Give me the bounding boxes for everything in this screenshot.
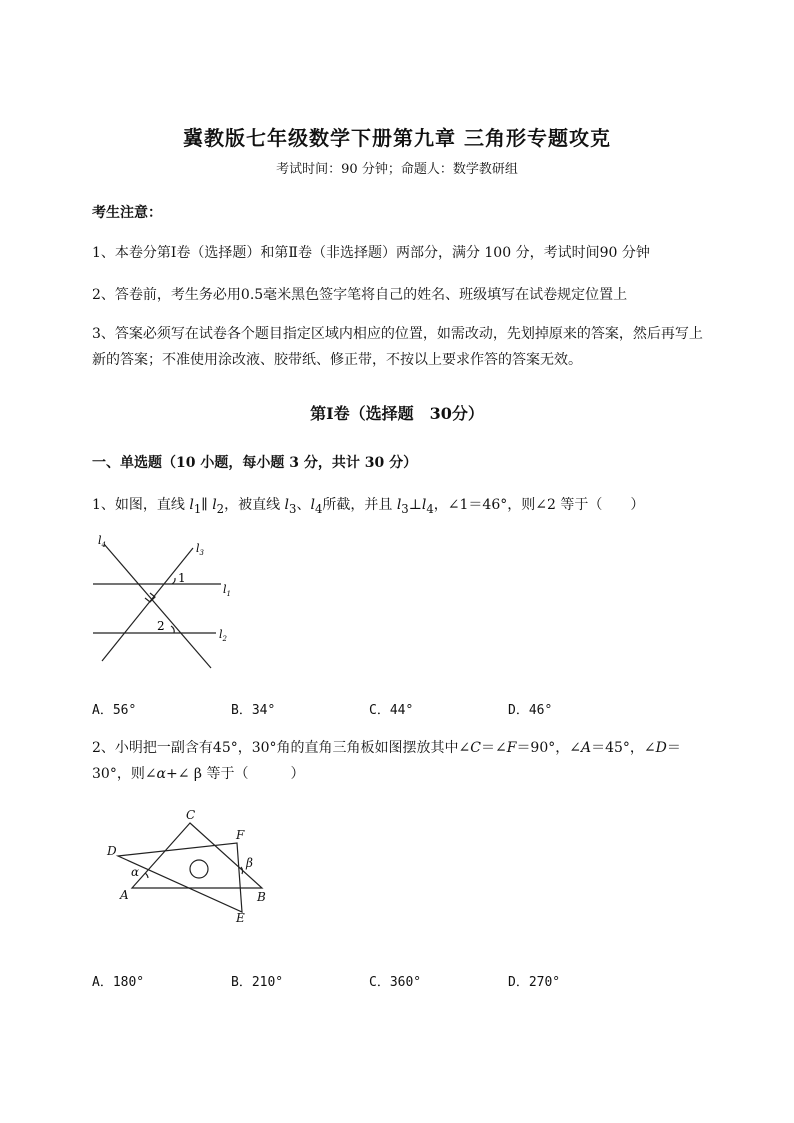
angle-2-arc: [171, 626, 174, 633]
q2-text-a: 2、小明把一副含有45°，30°角的直角三角板如图摆放其中∠: [92, 740, 471, 756]
label-beta: β: [246, 856, 253, 870]
q2-D: D: [655, 740, 667, 756]
q1-l3: l: [284, 497, 290, 513]
q2-option-d[interactable]: D．270°: [508, 975, 561, 990]
q2-text-b: ＝90°，∠: [516, 740, 581, 756]
q1-l4b-sub: 4: [426, 501, 434, 516]
angle-alpha-arc: [145, 873, 148, 878]
q1-l1-sub: 1: [193, 501, 202, 516]
label-E: E: [236, 911, 245, 925]
q1-l2-sub: 2: [216, 501, 225, 516]
triangle-hole: [190, 860, 208, 878]
notice-heading: 考生注意：: [92, 205, 162, 221]
label-C: C: [186, 810, 196, 822]
question-2-figure: [100, 810, 280, 930]
q1-text-d: ，∠1＝46°，则∠2 等于（ ）: [433, 497, 645, 513]
label-B: B: [257, 890, 266, 904]
q1-l4: l: [310, 497, 315, 513]
q1-perp: ⊥: [408, 497, 422, 513]
section-title: 第Ⅰ卷（选择题 30分）: [310, 404, 484, 423]
label-angle-2: 2: [157, 619, 165, 633]
q1-l3b: l: [396, 497, 402, 513]
label-A: A: [120, 888, 129, 902]
part-title: 一、单选题（10 小题，每小题 3 分，共计 30 分）: [92, 455, 418, 471]
label-alpha: α: [131, 865, 140, 879]
q1-l4b: l: [421, 497, 427, 513]
q2-A: A: [580, 740, 592, 756]
line-l3: [102, 548, 193, 661]
label-D: D: [107, 844, 117, 858]
notice-item-1: 1、本卷分第Ⅰ卷（选择题）和第Ⅱ卷（非选择题）两部分，满分 100 分，考试时间90 分钟: [92, 245, 650, 261]
q1-l1: l: [189, 497, 194, 513]
q1-l3b-sub: 3: [401, 501, 409, 516]
q2-option-b[interactable]: B．210°: [231, 975, 284, 990]
q2-alpha: α: [156, 766, 167, 782]
q2-text-e: +∠ β 等于（ ）: [166, 766, 305, 782]
label-l3: $l_3$: [196, 542, 204, 557]
q1-l3-sub: 3: [289, 501, 297, 516]
q2-text-c: ＝45°，∠: [591, 740, 656, 756]
label-angle-1: 1: [178, 571, 186, 585]
label-l2: $l_2$: [219, 628, 227, 643]
q2-option-c[interactable]: C．360°: [369, 975, 422, 990]
q2-option-a[interactable]: A．180°: [92, 975, 145, 990]
question-1-stem: [92, 494, 644, 516]
question-1-figure: [88, 532, 248, 672]
q1-sep: 、: [296, 497, 311, 513]
q1-text-c: 所截，并且: [322, 497, 397, 513]
line-l4: [104, 544, 211, 668]
q1-l4-sub: 4: [314, 501, 323, 516]
notice-item-2: 2、答卷前，考生务必用0.5毫米黑色签字笔将自己的姓名、班级填写在试卷规定位置上: [92, 287, 628, 303]
notice-item-3: 3、答案必须写在试卷各个题目指定区域内相应的位置，如需改动，先划掉原来的答案，然后再写上新的答案；不准使用涂改液、胶带纸、修正带，不按以上要求作答的答案无效。: [92, 326, 703, 368]
q1-l2: l: [212, 497, 217, 513]
q1-parallel: ∥: [201, 497, 213, 513]
q1-option-d[interactable]: D．46°: [508, 703, 553, 718]
label-l4: $l_4$: [98, 534, 106, 549]
q2-C: C: [470, 740, 481, 756]
q2-eq: ＝∠: [480, 740, 507, 756]
q1-option-a[interactable]: A．56°: [92, 703, 137, 718]
page-title: 冀教版七年级数学下册第九章 三角形专题攻克: [183, 126, 611, 150]
q1-option-c[interactable]: C．44°: [369, 703, 414, 718]
question-2-stem: [92, 735, 704, 787]
q1-option-b[interactable]: B．34°: [231, 703, 276, 718]
q1-text-a: 1、如图，直线: [92, 497, 190, 513]
q1-text-b: ，被直线: [224, 497, 285, 513]
q2-text-d: ＝30°，则∠: [92, 740, 681, 782]
label-l1: $l_1$: [223, 583, 231, 598]
q2-F: F: [506, 740, 517, 756]
exam-subtitle: 考试时间：90 分钟；命题人：数学教研组: [276, 162, 518, 177]
angle-1-arc: [172, 578, 175, 584]
label-F: F: [236, 828, 245, 842]
